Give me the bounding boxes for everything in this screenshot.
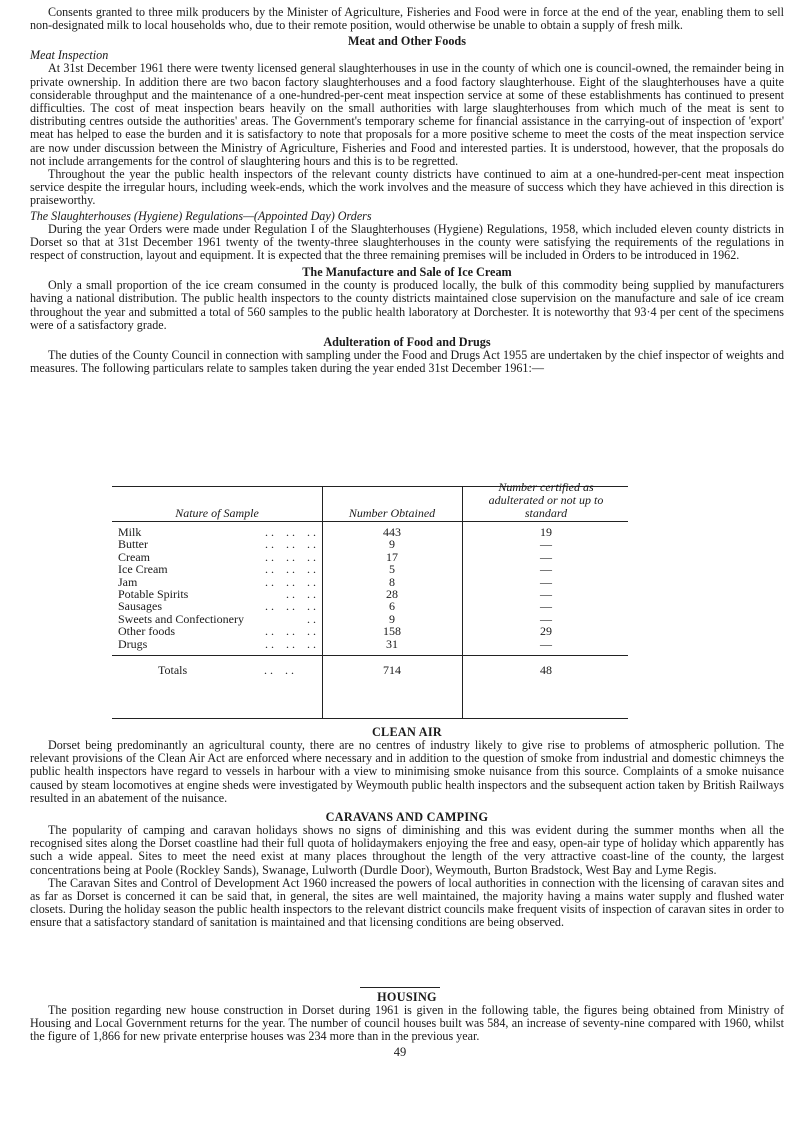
row-number-certified: —	[540, 599, 552, 614]
heading-housing: HOUSING	[377, 990, 437, 1004]
heading-hygiene-orders: The Slaughterhouses (Hygiene) Regulations—(Appointed Day) Orders	[30, 208, 372, 223]
row-leader-dots: . . . . . .	[265, 574, 316, 589]
row-sample-name: Milk	[118, 525, 142, 539]
row-number-obtained: 28	[386, 587, 398, 601]
header-number-certified: Number certified as adulterated or not up to standard	[488, 480, 604, 520]
text-column	[30, 6, 784, 375]
row-leader-dots: . .	[307, 611, 316, 626]
row-sample-name: Sweets and Confectionery	[118, 611, 244, 626]
table-bottom-rule	[112, 718, 628, 719]
header-nature-of-sample: Nature of Sample	[175, 506, 259, 520]
row-leader-dots: . . . . . .	[265, 562, 316, 577]
row-number-obtained: 17	[386, 549, 398, 564]
paragraph-ice-cream: Only a small proportion of the ice cream consumed in the county is produced locally, the bulk of this commodity being supplied by manufacturers having a national distribution. The public health inspectors to the county districts maintained close supervision on the manufacture and sale of ice cream throughout the year and submitted a total of 560 samples to the public health laboratory at Dorchester. It is noteworthy that 93·4 per cent of the specimens were of a satisfactory grade.	[30, 278, 784, 332]
row-number-certified: 29	[540, 624, 552, 639]
row-sample-name: Jam	[118, 574, 138, 589]
row-number-certified: —	[540, 562, 552, 577]
row-leader-dots: . . . . . .	[265, 537, 316, 552]
row-number-obtained: 5	[389, 562, 395, 577]
row-sample-name: Sausages	[118, 599, 162, 614]
row-number-certified: —	[540, 611, 552, 626]
row-number-obtained: 31	[386, 636, 398, 651]
table-totals-rule	[112, 655, 628, 656]
row-sample-name: Potable Spirits	[118, 587, 189, 601]
heading-caravans-camping: CARAVANS AND CAMPING	[325, 810, 489, 825]
row-number-obtained: 6	[389, 599, 395, 614]
paragraph-adulteration: The duties of the County Council in connection with sampling under the Food and Drugs Act 1955 are undertaken by the chief inspector of weights and measures. The following particulars relate to samples taken during the year ended 31st December 1961:—	[30, 348, 784, 376]
paragraph-slaughterhouses: At 31st December 1961 there were twenty licensed general slaughterhouses in use in the county of which one is council-owned, the remainder being in private ownership. In addition there are two bacon factory slaughterhouses and a food factory slaughterhouse. Eight of the slaughterhouses have a quite considerable throughput and the maintenance of a one-hundred-per-cent meat inspection service at some of these establishments has continued to present difficulties. The cost of meat inspection bears heavily on the small authorities with large slaughterhouses from which much of the meat is sent to distributing centres outside the authorities' areas. The Government's temporary scheme for financial assistance in the carrying-out of inspection of 'export' meat has helped to ease the burden and it is satisfactory to note that proposals for a more positive scheme to meet the costs of the meat inspection service are now under discussion between the Ministry of Agriculture, Fisheries and Food and interested parties. It is understood, however, that the proposals do not include arrangements for the control of slaughtering hours and this is to be regretted.	[30, 61, 784, 168]
row-sample-name: Drugs	[118, 636, 148, 651]
row-number-certified: —	[540, 537, 552, 552]
row-number-obtained: 9	[389, 611, 395, 626]
row-number-certified: —	[540, 636, 552, 651]
heading-adulteration: Adulteration of Food and Drugs	[323, 335, 491, 350]
row-sample-name: Cream	[118, 549, 150, 564]
table-header-rule	[112, 521, 628, 522]
section-divider-rule	[360, 987, 440, 988]
row-leader-dots: . . . . . .	[265, 549, 316, 564]
heading-meat-inspection: Meat Inspection	[30, 48, 109, 63]
row-leader-dots: . . . . . .	[265, 636, 316, 651]
row-leader-dots: . . . . . .	[265, 624, 316, 639]
heading-meat-other-foods: Meat and Other Foods	[348, 34, 466, 49]
paragraph-meat-inspection-service: Throughout the year the public health inspectors of the relevant county districts have continued to aim at a one-hundred-per-cent meat inspection service despite the irregular hours, including week-ends, which the work involves and the measure of success which they have achieved in this direction is praiseworthy.	[30, 167, 784, 208]
totals-obtained: 714	[383, 663, 401, 677]
text-column-housing	[30, 990, 784, 1044]
paragraph-caravan-sites-act: The Caravan Sites and Control of Development Act 1960 increased the powers of local authorities in connection with the licensing of caravan sites and as far as Dorset is concerned it can be said that, in general, the sites are well maintained, the majority having a mains water supply and flushed water closets. During the holiday season the public health inspectors to the relevant district councils make frequent visits of inspection of caravan sites in order to ensure that a satisfactory standard of sanitation is maintained and that licensing conditions are being observed.	[30, 875, 784, 930]
header-number-obtained: Number Obtained	[348, 506, 436, 520]
totals-certified: 48	[540, 663, 552, 677]
heading-ice-cream: The Manufacture and Sale of Ice Cream	[302, 265, 512, 280]
paragraph-housing: The position regarding new house construction in Dorset during 1961 is given in the following table, the figures being obtained from Ministry of Housing and Local Government returns for the year. The number of council houses built was 584, an increase of seventy-nine compared with 1960, whilst the figure of 1,866 for new private enterprise houses was 234 more than in the previous year.	[30, 1003, 784, 1044]
paragraph-milk-consents: Consents granted to three milk producers by the Minister of Agriculture, Fisheries and Food were in force at the end of the year, enabling them to sell non-designated milk to local households who, due to their remote position, would otherwise be unable to obtain a supply of fresh milk.	[30, 5, 784, 33]
row-leader-dots: . . . . . .	[265, 525, 316, 539]
row-number-certified: —	[540, 549, 552, 564]
paragraph-hygiene-orders: During the year Orders were made under Regulation I of the Slaughterhouses (Hygiene) Regulations, 1958, which included eleven county districts in Dorset so that at 31st December 1961 twenty of the twenty-three slaughterhouses in the county were satisfying the requirements of the regulations in respect of construction, layout and equipment. It is expected that the three remaining premises will be included in Orders to be introduced in 1962.	[30, 221, 784, 263]
row-number-obtained: 8	[389, 574, 395, 589]
text-column-lower	[30, 725, 784, 930]
row-sample-name: Other foods	[118, 624, 175, 639]
totals-leader-dots: . . . .	[264, 663, 294, 677]
row-sample-name: Ice Cream	[118, 562, 168, 577]
row-number-obtained: 443	[383, 525, 401, 539]
paragraph-clean-air: Dorset being predominantly an agricultural county, there are no centres of industry likely to give rise to problems of atmospheric pollution. The relevant provisions of the Clean Air Act are enforced where necessary and in addition to the question of smoke from industrial and domestic chimneys the public health inspectors have regard to vessels in harbour with a view to minimising smoke nuisance from this source. Complaints of a smoke nuisance caused by steam locomotives at engine sheds were investigated by Weymouth public health inspectors and the subsequent action taken by British Railways resulted in an abatement of the nuisance.	[30, 738, 784, 805]
page-number: 49	[393, 1045, 407, 1059]
totals-label: Totals	[158, 663, 188, 677]
row-sample-name: Butter	[118, 537, 148, 552]
row-number-certified: 19	[540, 525, 552, 539]
row-leader-dots: . . . .	[286, 587, 316, 601]
heading-clean-air: CLEAN AIR	[371, 725, 443, 739]
row-leader-dots: . . . . . .	[265, 599, 316, 614]
row-number-obtained: 158	[383, 624, 401, 639]
paragraph-camping-popularity: The popularity of camping and caravan holidays shows no signs of diminishing and this was evident during the summer months when all the recognised sites along the Dorset coastline had their full quota of holidaymakers enjoying the free and easy, open-air type of holiday which apparently has such a wide appeal. Sites to meet the need exist at many places throughout the length of the very attractive coast-line of the county, the largest concentrations being at Poole (Rockley Sands), Swanage, Lulworth (Durdle Door), Weymouth, Burton Bradstock, West Bay and Lyme Regis.	[30, 823, 784, 877]
row-number-certified: —	[540, 587, 552, 601]
row-number-certified: —	[540, 574, 552, 589]
row-number-obtained: 9	[389, 537, 395, 552]
